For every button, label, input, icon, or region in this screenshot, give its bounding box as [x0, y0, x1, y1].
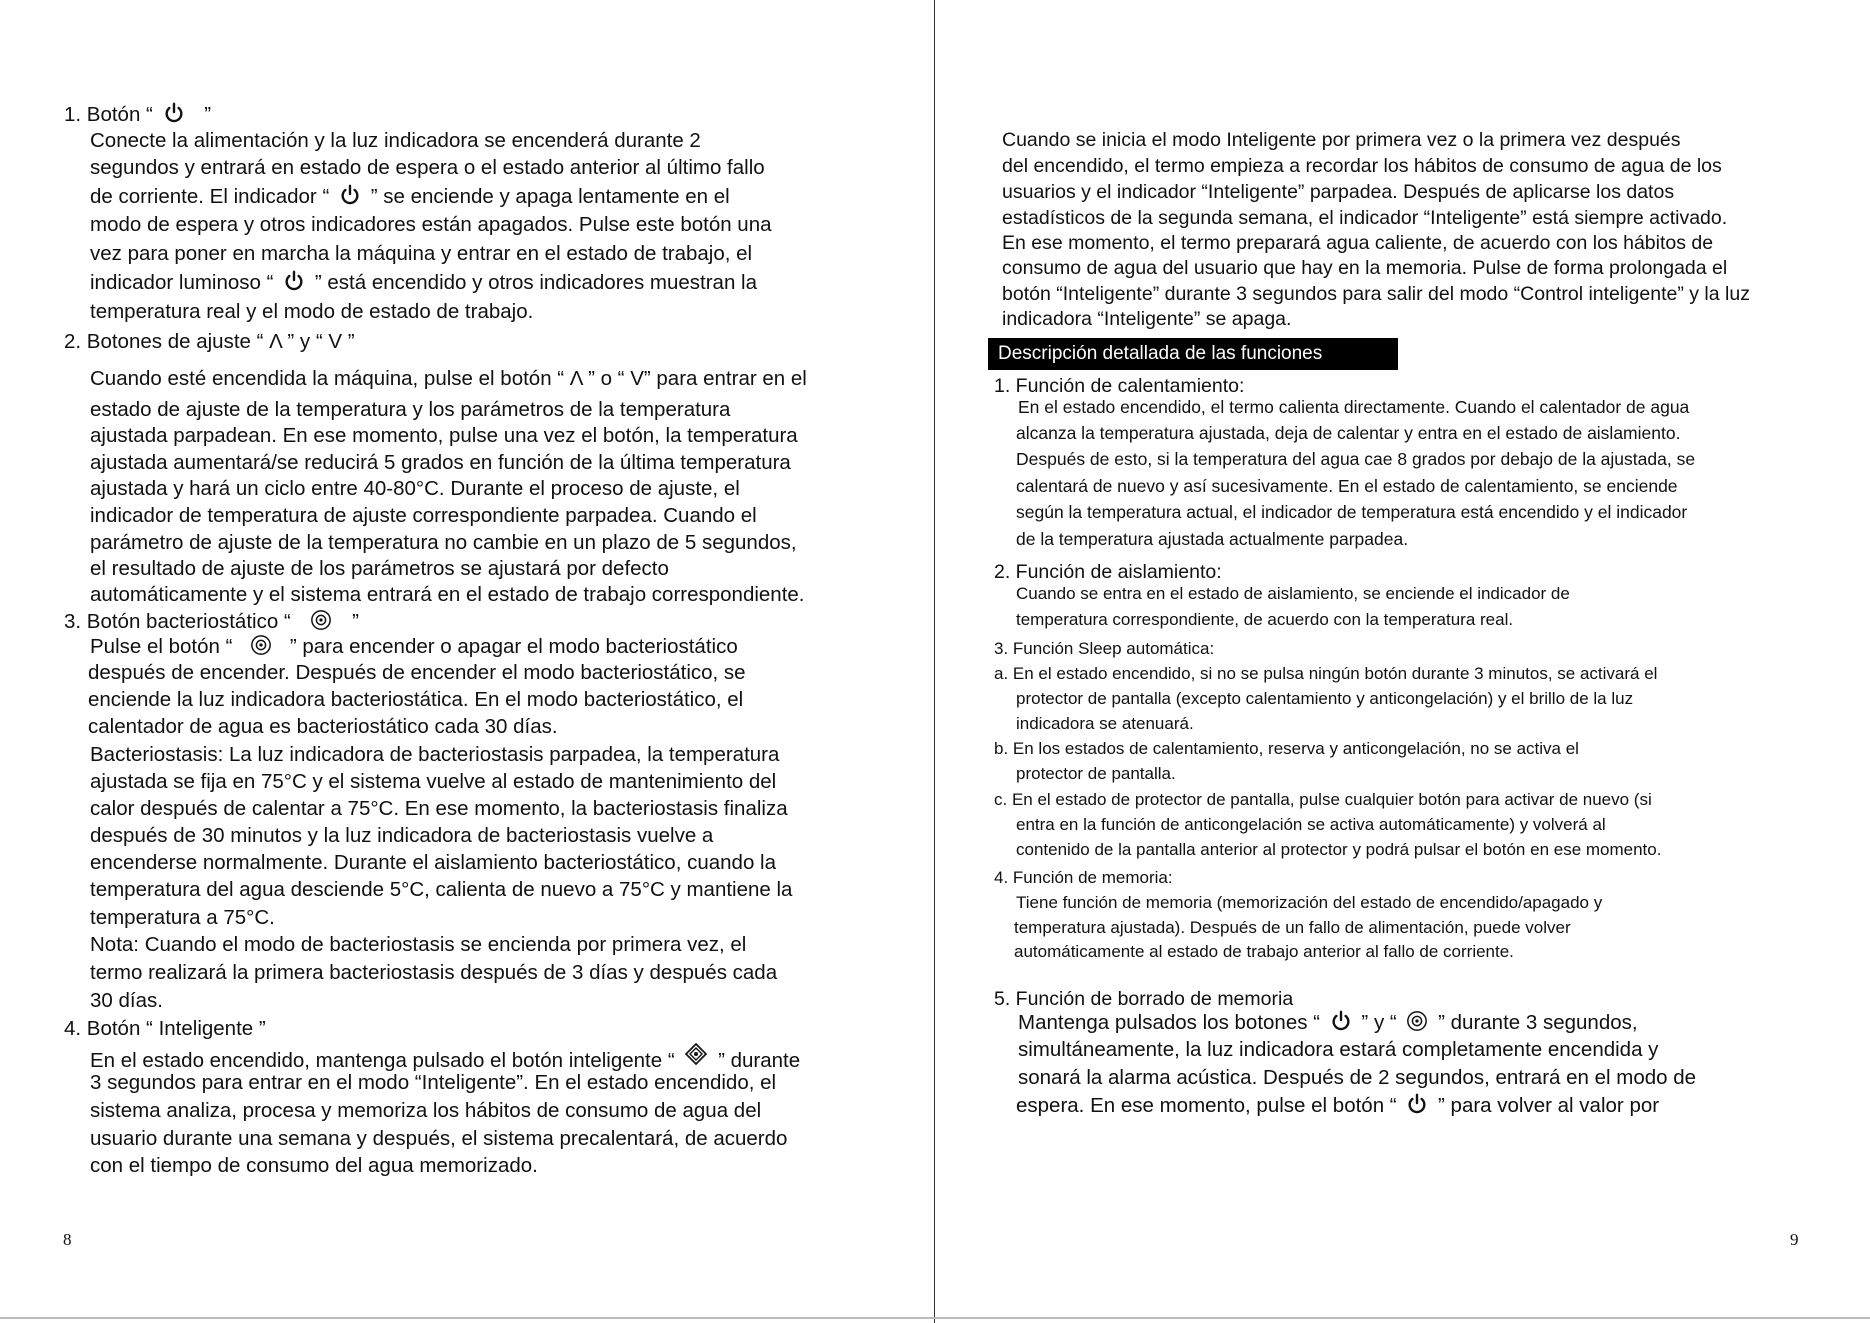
f5-line: simultáneamente, la luz indicadora estará completamente encendida y [1018, 1038, 1659, 1061]
power-icon [1330, 1010, 1352, 1038]
f1-line: En el estado encendido, el termo calienta directamente. Cuando el calentador de agua [1018, 397, 1690, 417]
left-page [0, 0, 934, 1323]
item3-line: calentador de agua es bacteriostático cada 30 días. [88, 715, 558, 738]
item2-line: indicador de temperatura de ajuste correspondiente parpadea. Cuando el [90, 504, 757, 527]
item3-line: enciende la luz indicadora bacteriostática. En el modo bacteriostático, el [88, 688, 744, 711]
item3-line: Nota: Cuando el modo de bacteriostasis se encienda por primera vez, el [90, 933, 747, 956]
item2-line: estado de ajuste de la temperatura y los parámetros de la temperatura [90, 398, 731, 421]
bacteriostatic-icon [1406, 1010, 1428, 1038]
power-icon [283, 270, 305, 298]
f3-line: a. En el estado encendido, si no se pulsa ningún botón durante 3 minutos, se activará el [994, 664, 1658, 683]
item3-line: encenderse normalmente. Durante el aislamiento bacteriostático, cuando la [90, 851, 776, 874]
f1-line: de la temperatura ajustada actualmente parpadea. [1016, 529, 1409, 549]
f5-line: espera. En ese momento, pulse el botón “ ” para volver al valor por [1016, 1093, 1659, 1121]
f1-line: según la temperatura actual, el indicador de temperatura está encendido y el indicador [1016, 502, 1688, 522]
item1-line: de corriente. El indicador “ ” se enciende y apaga lentamente en el [90, 184, 730, 212]
item2-line: automáticamente y el sistema entrará en el estado de trabajo correspondiente. [90, 583, 805, 606]
item4-line: 3 segundos para entrar en el modo “Inteligente”. En el estado encendido, el [90, 1071, 777, 1094]
smart-icon [684, 1043, 708, 1071]
f3-line: indicadora se atenuará. [1016, 714, 1194, 733]
f3-line: entra en la función de anticongelación se activa automáticamente) y volverá al [1016, 815, 1606, 834]
item3-line: después de 30 minutos y la luz indicadora de bacteriostasis vuelve a [90, 824, 714, 847]
item3-line: temperatura a 75°C. [90, 906, 275, 929]
item2-line: Cuando esté encendida la máquina, pulse el botón “ Λ ” o “ V” para entrar en el [90, 367, 807, 390]
item2-title: 2. Botones de ajuste “ Λ ” y “ V ” [64, 330, 355, 353]
f4-line: temperatura ajustada). Después de un fallo de alimentación, puede volver [1014, 918, 1571, 937]
item4-title: 4. Botón “ Inteligente ” [64, 1017, 266, 1040]
item1-line: vez para poner en marcha la máquina y entrar en el estado de trabajo, el [90, 242, 753, 265]
item3-line: temperatura del agua desciende 5°C, calienta de nuevo a 75°C y mantiene la [90, 878, 793, 901]
f5-title: 5. Función de borrado de memoria [994, 988, 1294, 1010]
item4-line: usuario durante una semana y después, el sistema precalentará, de acuerdo [90, 1127, 788, 1150]
item3-line: Bacteriostasis: La luz indicadora de bacteriostasis parpadea, la temperatura [90, 743, 780, 766]
f5-line: Mantenga pulsados los botones “ ” y “ ” durante 3 segundos, [1018, 1010, 1638, 1038]
f2-line: Cuando se entra en el estado de aislamiento, se enciende el indicador de [1016, 584, 1570, 603]
item3-line: calor después de calentar a 75°C. En ese momento, la bacteriostasis finaliza [90, 797, 788, 820]
item3-line: 30 días. [90, 989, 163, 1012]
intro-line: botón “Inteligente” durante 3 segundos para salir del modo “Control inteligente” y la luz [1002, 283, 1750, 305]
f1-title: 1. Función de calentamiento: [994, 375, 1245, 397]
item2-line: el resultado de ajuste de los parámetros se ajustará por defecto [90, 557, 669, 580]
item1-line: temperatura real y el modo de estado de trabajo. [90, 300, 534, 323]
intro-line: estadísticos de la segunda semana, el indicador “Inteligente” está siempre activado. [1002, 207, 1728, 229]
page-divider [934, 0, 935, 1323]
item1-title: 1. Botón “ ” [64, 102, 211, 130]
item4-line: En el estado encendido, mantenga pulsado el botón inteligente “ ” durante [90, 1043, 800, 1073]
bacteriostatic-icon [310, 609, 332, 637]
f3-line: contenido de la pantalla anterior al protector y podrá pulsar el botón en ese momento. [1016, 840, 1662, 859]
intro-line: del encendido, el termo empieza a recordar los hábitos de consumo de agua de los [1002, 155, 1722, 177]
intro-line: indicadora “Inteligente” se apaga. [1002, 308, 1292, 330]
item3-line: después de encender. Después de encender el modo bacteriostático, se [88, 661, 746, 684]
f1-line: alcanza la temperatura ajustada, deja de calentar y entra en el estado de aislamiento. [1016, 423, 1681, 443]
item1-line: indicador luminoso “ ” está encendido y otros indicadores muestran la [90, 270, 757, 298]
section-heading: Descripción detallada de las funciones [988, 338, 1398, 370]
item3-line: termo realizará la primera bacteriostasis después de 3 días y después cada [90, 961, 778, 984]
f1-line: Después de esto, si la temperatura del agua cae 8 grados por debajo de la ajustada, se [1016, 449, 1696, 469]
f3-title: 3. Función Sleep automática: [994, 639, 1215, 658]
f2-line: temperatura correspondiente, de acuerdo con la temperatura real. [1016, 610, 1514, 629]
item2-line: ajustada aumentará/se reducirá 5 grados en función de la última temperatura [90, 451, 791, 474]
intro-line: En ese momento, el termo preparará agua caliente, de acuerdo con los hábitos de [1002, 232, 1714, 254]
item3-line: Pulse el botón “ ” para encender o apagar el modo bacteriostático [90, 634, 738, 662]
f5-line: sonará la alarma acústica. Después de 2 segundos, entrará en el modo de [1018, 1066, 1697, 1089]
item1-line: segundos y entrará en estado de espera o el estado anterior al último fallo [90, 156, 765, 179]
item2-line: ajustada parpadean. En ese momento, pulse una vez el botón, la temperatura [90, 424, 798, 447]
f2-title: 2. Función de aislamiento: [994, 561, 1222, 583]
page-number: 9 [1790, 1230, 1799, 1249]
item2-line: ajustada y hará un ciclo entre 40-80°C. Durante el proceso de ajuste, el [90, 477, 740, 500]
f1-line: calentará de nuevo y así sucesivamente. En el estado de calentamiento, se enciende [1016, 476, 1678, 496]
item4-line: sistema analiza, procesa y memoriza los hábitos de consumo de agua del [90, 1099, 762, 1122]
item1-line: modo de espera y otros indicadores están apagados. Pulse este botón una [90, 213, 772, 236]
item4-line: con el tiempo de consumo del agua memorizado. [90, 1154, 538, 1177]
f4-line: Tiene función de memoria (memorización del estado de encendido/apagado y [1016, 893, 1603, 912]
f3-line: c. En el estado de protector de pantalla, pulse cualquier botón para activar de nuevo (si [994, 790, 1652, 809]
power-icon [1406, 1093, 1428, 1121]
f4-title: 4. Función de memoria: [994, 868, 1173, 887]
f3-line: protector de pantalla (excepto calentamiento y anticongelación) y el brillo de la luz [1016, 689, 1634, 708]
item3-title: 3. Botón bacteriostático “ ” [64, 609, 359, 637]
bacteriostatic-icon [250, 634, 272, 662]
f3-line: b. En los estados de calentamiento, reserva y anticongelación, no se activa el [994, 739, 1579, 758]
intro-line: usuarios y el indicador “Inteligente” parpadea. Después de aplicarse los datos [1002, 181, 1675, 203]
item2-line: parámetro de ajuste de la temperatura no cambie en un plazo de 5 segundos, [90, 531, 797, 554]
page-number: 8 [63, 1230, 72, 1249]
item1-line: Conecte la alimentación y la luz indicadora se encenderá durante 2 [90, 129, 701, 152]
item3-line: ajustada se fija en 75°C y el sistema vuelve al estado de mantenimiento del [90, 770, 777, 793]
intro-line: consumo de agua del usuario que hay en la memoria. Pulse de forma prolongada el [1002, 257, 1728, 279]
intro-line: Cuando se inicia el modo Inteligente por primera vez o la primera vez después [1002, 129, 1681, 151]
power-icon [339, 184, 361, 212]
f4-line: automáticamente al estado de trabajo anterior al fallo de corriente. [1014, 942, 1514, 961]
power-icon [163, 102, 185, 130]
f3-line: protector de pantalla. [1016, 764, 1176, 783]
